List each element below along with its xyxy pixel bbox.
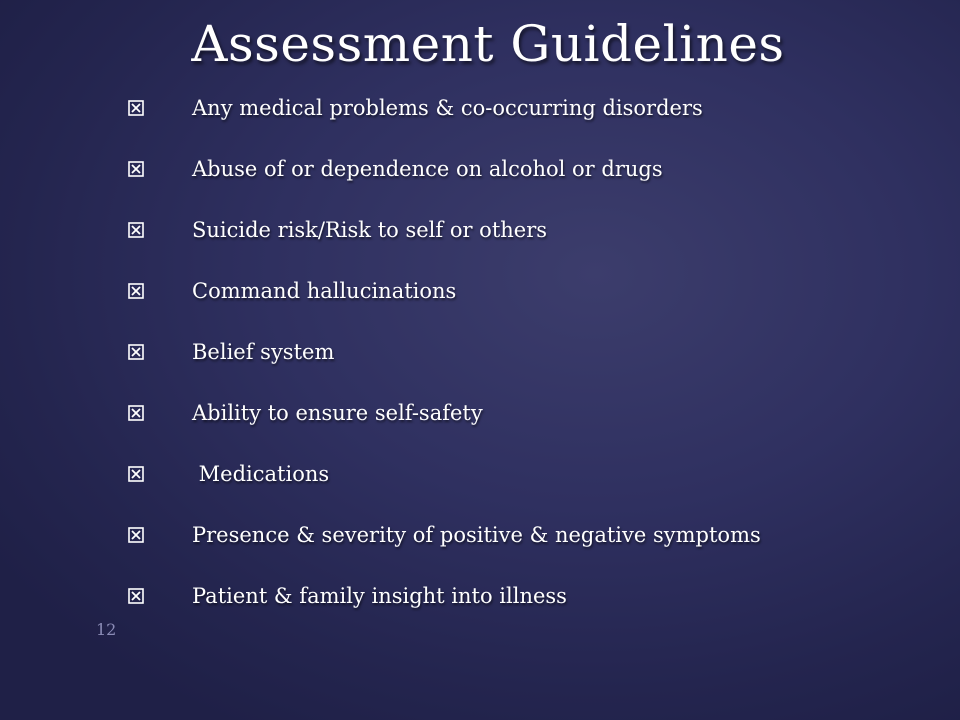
bullet-item (128, 515, 761, 576)
bullet-text: Abuse of or dependence on alcohol or drugs (192, 157, 663, 181)
bullet-text: Medications (192, 462, 330, 486)
bullet-text: Presence & severity of positive & negative symptoms (192, 523, 761, 547)
ballot-x-icon (128, 222, 192, 238)
bullet-item (128, 454, 761, 515)
bullet-item (128, 149, 761, 210)
slide-title: Assessment Guidelines (191, 15, 785, 73)
ballot-x-icon (128, 527, 192, 543)
bullet-text: Patient & family insight into illness (192, 584, 567, 608)
ballot-x-icon (128, 161, 192, 177)
ballot-x-icon (128, 100, 192, 116)
bullet-item (128, 393, 761, 454)
bullet-text: Belief system (192, 340, 335, 364)
bullet-text: Ability to ensure self-safety (192, 401, 483, 425)
ballot-x-icon (128, 405, 192, 421)
bullet-item (128, 210, 761, 271)
bullet-text: Suicide risk/Risk to self or others (192, 218, 548, 242)
bullet-list (128, 88, 761, 637)
ballot-x-icon (128, 283, 192, 299)
bullet-text: Command hallucinations (192, 279, 457, 303)
bullet-text: Any medical problems & co-occurring disorders (192, 96, 703, 120)
bullet-item (128, 576, 761, 637)
bullet-item (128, 271, 761, 332)
ballot-x-icon (128, 466, 192, 482)
ballot-x-icon (128, 344, 192, 360)
page-number: 12 (96, 620, 117, 639)
bullet-item (128, 88, 761, 149)
bullet-item (128, 332, 761, 393)
ballot-x-icon (128, 588, 192, 604)
